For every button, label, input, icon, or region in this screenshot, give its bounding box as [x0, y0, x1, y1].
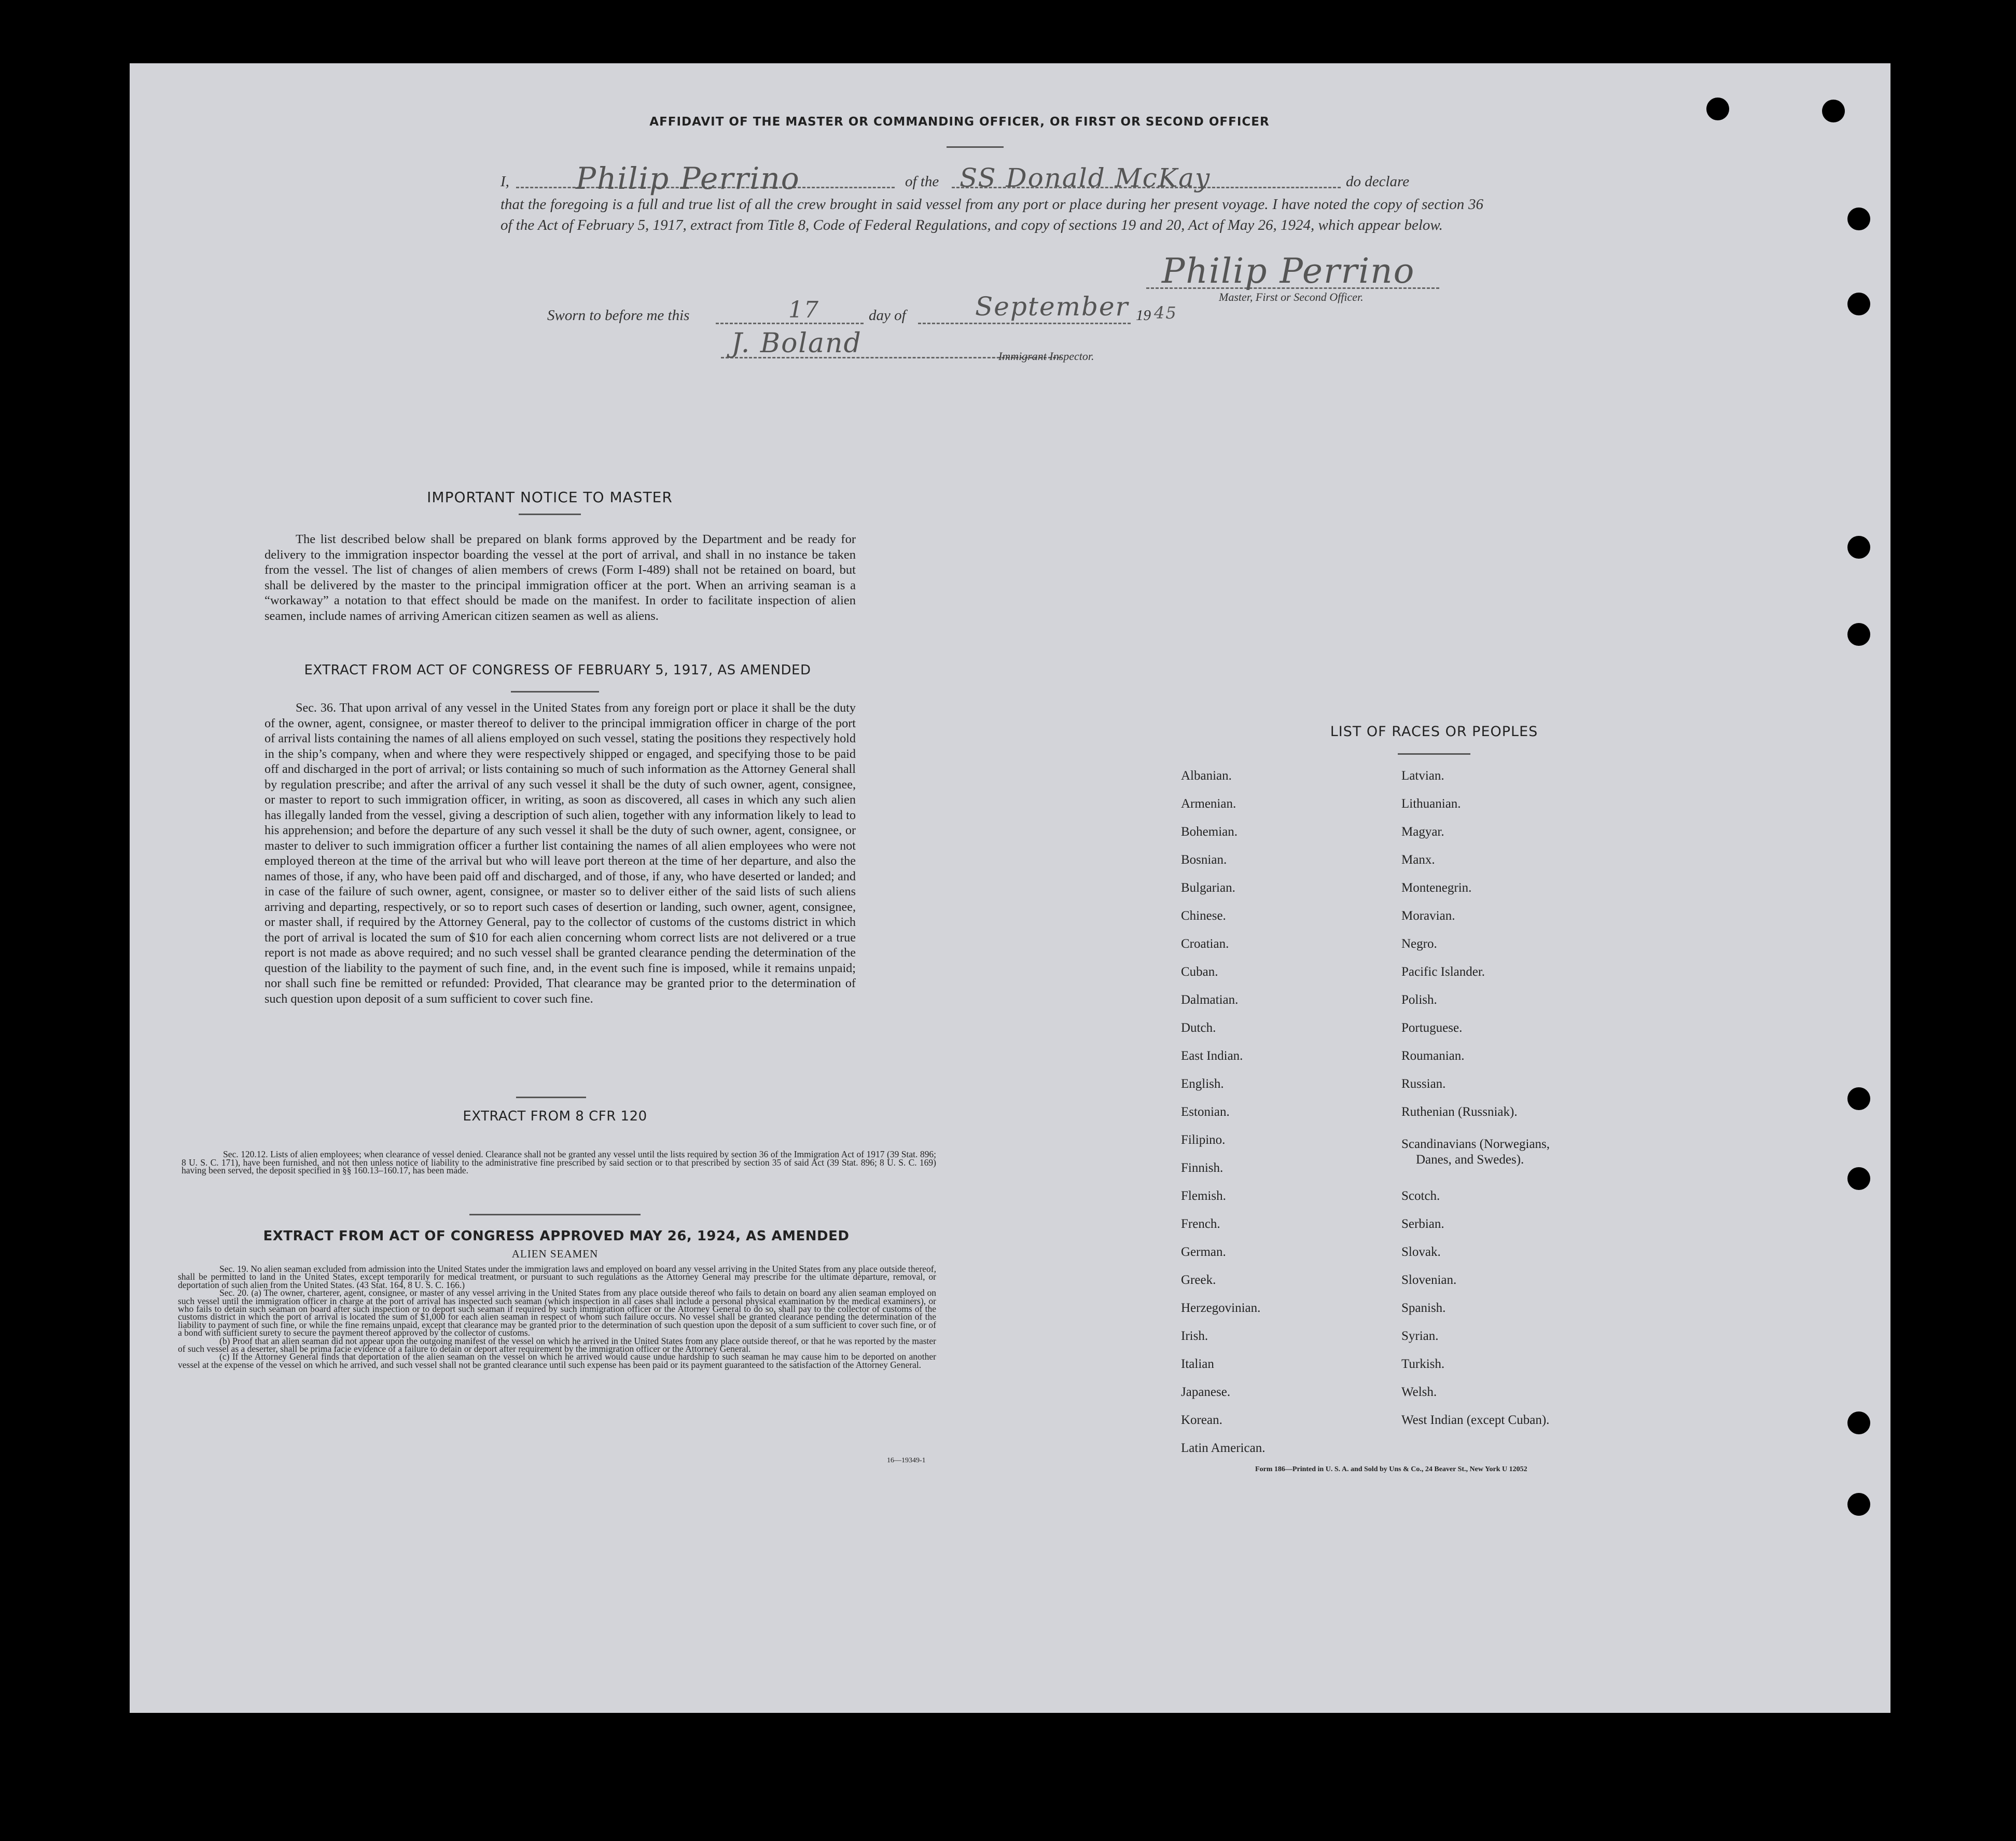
sec-20b-text: (b) Proof that an alien seaman did not appear upon the outgoing manifest of the vessel on which he arrived in the United States from any place outside thereof, or that he was reported by the master of such vessel as a deserter, shall be prima facie evidence of a failure to detain or deport after requirement by the immigration officer or the Attorney General. [178, 1335, 936, 1354]
master-signature-label: Master, First or Second Officer. [1219, 290, 1364, 303]
race-item: Latin American. [1181, 1441, 1266, 1455]
extract-1924-title: EXTRACT FROM ACT OF CONGRESS APPROVED MAY 26, 1924, AS AMENDED [263, 1228, 850, 1244]
race-item: Cuban. [1181, 965, 1218, 979]
binder-hole [1847, 623, 1870, 646]
race-item: Greek. [1181, 1273, 1216, 1287]
cfr-top-divider [516, 1097, 586, 1098]
race-item: Pacific Islander. [1401, 965, 1485, 979]
declaration-body: that the foregoing is a full and true list of all the crew brought in said vessel from any port or place during her present voyage. I have noted the copy of section 36 of the Act of February 5, 1917, extract from Title 8, Code of Federal Regulations, and copy of sections 19 and 20, Act of May 26, 1924, which appear below. [500, 196, 1483, 233]
affidavit-title: AFFIDAVIT OF THE MASTER OR COMMANDING OFFICER, OR FIRST OR SECOND OFFICER [649, 115, 1270, 129]
inspector-label: Immigrant Inspector. [998, 350, 1094, 363]
handwritten-day: 17 [788, 297, 819, 323]
form-code: 16—19349-1 [887, 1457, 926, 1464]
race-item: Latvian. [1401, 769, 1444, 783]
race-item: East Indian. [1181, 1049, 1243, 1063]
race-item: Estonian. [1181, 1105, 1230, 1119]
sec-19-text: Sec. 19. No alien seaman excluded from admission into the United States under the immigration laws and employed on board any vessel arriving in the United States from any place outside thereof, shall be permitted to land in the United States, except temporarily for medical treatment, or pursuant to such regulations as the Attorney General may prescribe for the ultimate departure, removal, or deportation of such alien from the United States. (43 Stat. 164, 8 U. S. C. 166.) [178, 1264, 936, 1290]
inspector-signature: J. Boland [731, 328, 862, 359]
sec-20a-text: Sec. 20. (a) The owner, charterer, agent, consignee, or master of any vessel arriving in the United States from any place outside thereof who fails to detain on board any alien seaman employed on such vessel until the immigration officer in charge at the port of arrival has inspected such seaman (which inspection in all cases shall include a personal physical examination by the medical examiners), or who fails to detain such seaman on board after such inspection or to deport such seaman if required by such immigration officer or the Attorney General to do so, shall pay to the collector of customs of the customs district in which the port of arrival is located the sum of $1,000 for each alien seaman in respect of whom such failure occurs. No vessel shall be granted clearance pending the determination of the liability to payment of such fine, or while the fine remains unpaid, except that clearance may be granted prior to the determination of such question upon the deposit of a sum sufficient to cover such fine, or of a bond with sufficient surety to secure the payment thereof approved by the collector of customs. [178, 1288, 936, 1338]
race-item: Ruthenian (Russniak). [1401, 1105, 1518, 1119]
races-divider [1398, 753, 1470, 755]
race-item: Korean. [1181, 1413, 1222, 1427]
race-item: Montenegrin. [1401, 881, 1472, 895]
race-item: Bohemian. [1181, 825, 1238, 839]
cfr-title: EXTRACT FROM 8 CFR 120 [463, 1109, 647, 1124]
extract-1917-title: EXTRACT FROM ACT OF CONGRESS OF FEBRUARY 5, 1917, AS AMENDED [304, 662, 811, 678]
race-item: Herzegovinian. [1181, 1301, 1261, 1315]
cfr-bottom-divider [469, 1214, 641, 1215]
form-page [130, 63, 1890, 1713]
notice-text: The list described below shall be prepared on blank forms approved by the Department and be ready for delivery to the immigration inspector boarding the vessel at the port of arrival, and shall in no instance be taken from the vessel. The list of changes of alien members of crews (Form I-489) shall not be retained on board, but shall be delivered by the master to the principal immigration officer at the port. When an arriving seaman is a “workaway” a notation to that effect should be made on the manifest. In order to facilitate inspection of alien seamen, include names of arriving American citizen seamen as well as aliens. [265, 532, 856, 623]
race-item: Slovenian. [1401, 1273, 1457, 1287]
sworn-year-prefix: 19 [1136, 307, 1151, 324]
handwritten-year: 45 [1154, 303, 1177, 323]
master-signature: Philip Perrino [1162, 251, 1415, 291]
race-item: English. [1181, 1077, 1224, 1091]
race-item: Polish. [1401, 993, 1437, 1007]
race-item: Moravian. [1401, 909, 1455, 923]
race-item: Scotch. [1401, 1189, 1440, 1203]
binder-hole [1847, 536, 1870, 559]
sworn-day-label: day of [869, 307, 906, 324]
printer-imprint: Form 186—Printed in U. S. A. and Sold by Uns & Co., 24 Beaver St., New York U 12052 [1255, 1465, 1527, 1473]
race-item: Welsh. [1401, 1385, 1437, 1399]
extract-1924-body [178, 1265, 936, 1369]
race-item: Finnish. [1181, 1161, 1223, 1175]
cfr-text: Sec. 120.12. Lists of alien employees; when clearance of vessel denied. Clearance shall not be granted any vessel until the lists required by section 36 of the Immigration Act of 1917 (39 Stat. 896; 8 U. S. C. 171), have been furnished, and not then unless notice of liability to the administrative fine prescribed by said section or to that prescribed by section 35 of said Act (39 Stat. 896; 8 U. S. C. 169) having been served, the deposit specified in §§ 160.13–160.17, has been made. [182, 1149, 936, 1175]
binder-hole [1847, 293, 1870, 315]
handwritten-month: September [975, 292, 1129, 322]
extract-1924-subtitle: ALIEN SEAMEN [511, 1248, 599, 1260]
race-item: Dalmatian. [1181, 993, 1239, 1007]
race-item: Turkish. [1401, 1357, 1445, 1371]
title-divider [947, 146, 1004, 148]
race-item: Italian [1181, 1357, 1214, 1371]
handwritten-vessel: SS Donald McKay [960, 163, 1211, 193]
race-item: Slovak. [1401, 1245, 1441, 1259]
race-item: Bulgarian. [1181, 881, 1235, 895]
race-item: Albanian. [1181, 769, 1232, 783]
race-item: West Indian (except Cuban). [1401, 1413, 1550, 1427]
race-item: Roumanian. [1401, 1049, 1465, 1063]
race-item: Bosnian. [1181, 853, 1227, 867]
race-item: Syrian. [1401, 1329, 1439, 1343]
binder-hole [1847, 1493, 1870, 1516]
race-item: Scandinavians (Norwegians, [1401, 1137, 1550, 1151]
notice-divider [519, 514, 581, 515]
binder-hole [1847, 1087, 1870, 1110]
race-item: Chinese. [1181, 909, 1226, 923]
sec-20c-text: (c) If the Attorney General finds that deportation of the alien seaman on the vessel on which he arrived would cause undue hardship to such seaman he may cause him to be deported on another vessel at the expense of the vessel on which he arrived, and such vessel shall not be granted clearance until such expense has been paid or its payment guaranteed to the satisfaction of the Attorney General. [178, 1351, 936, 1370]
race-item: Lithuanian. [1401, 797, 1461, 811]
race-item: Manx. [1401, 853, 1435, 867]
race-item: French. [1181, 1217, 1220, 1231]
race-item: Armenian. [1181, 797, 1236, 811]
binder-hole [1822, 100, 1845, 122]
binder-hole [1847, 1167, 1870, 1190]
declaration-suffix: do declare [1346, 173, 1410, 190]
declaration-prefix: I, [500, 173, 509, 190]
sworn-prefix: Sworn to before me this [547, 307, 690, 324]
binder-hole [1706, 98, 1729, 120]
month-line [918, 323, 1131, 324]
race-item: Dutch. [1181, 1021, 1216, 1035]
race-item: Croatian. [1181, 937, 1229, 951]
handwritten-name: Philip Perrino [576, 161, 800, 196]
binder-hole [1847, 1411, 1870, 1434]
race-item: German. [1181, 1245, 1226, 1259]
race-item: Russian. [1401, 1077, 1446, 1091]
race-item: Danes, and Swedes). [1416, 1153, 1524, 1167]
race-item: Irish. [1181, 1329, 1208, 1343]
race-item: Magyar. [1401, 825, 1444, 839]
extract-1917-divider [511, 691, 599, 693]
binder-hole [1847, 207, 1870, 230]
race-item: Filipino. [1181, 1133, 1226, 1147]
race-item: Serbian. [1401, 1217, 1444, 1231]
race-item: Japanese. [1181, 1385, 1231, 1399]
races-title: LIST OF RACES OR PEOPLES [1330, 724, 1538, 740]
race-item: Portuguese. [1401, 1021, 1463, 1035]
race-item: Flemish. [1181, 1189, 1226, 1203]
notice-title: IMPORTANT NOTICE TO MASTER [427, 489, 673, 506]
extract-1917-text: Sec. 36. That upon arrival of any vessel in the United States from any foreign port or place it shall be the duty of the owner, agent, consignee, or master thereof to deliver to the principal immigration officer in charge of the port of arrival lists containing the names of all aliens employed on such vessel, stating the positions they respectively hold in the ship’s company, when and where they were respectively shipped or engaged, and specifying those to be paid off and discharged in the port of arrival; or lists containing so much of such information as the Attorney General shall by regulation prescribe; and after the arrival of any such vessel it shall be the duty of such owner, agent, consignee, or master to report to such immigration officer, in writing, as soon as discovered, all cases in which any such alien has illegally landed from the vessel, giving a description of such alien, together with any information likely to lead to his apprehension; and before the departure of any such vessel it shall be the duty of such owner, agent, consignee, or master to deliver to such immigration officer a further list containing the names of all alien employees who were not employed thereon at the time of the arrival but who will leave port thereon at the time of her departure, and also the names of those, if any, who have been paid off and discharged, and of those, if any, who have deserted or landed; and in case of the failure of such owner, agent, consignee, or master so to deliver either of the said lists of such aliens arriving and departing, respectively, or so to report such cases of desertion or landing, such owner, agent, consignee, or master shall, if required by the Attorney General, pay to the collector of customs of the customs district in which the port of arrival is located the sum of $10 for each alien concerning whom correct lists are not delivered or a true report is not made as above required; and no such vessel shall be granted clearance pending the determination of the question of the liability to the payment of such fine, and, in the event such fine is imposed, while it remains unpaid; nor shall such fine be remitted or refunded: Provided, That clearance may be granted prior to the determination of such question upon deposit of a sum sufficient to cover such fine. [265, 701, 856, 1006]
race-item: Negro. [1401, 937, 1437, 951]
race-item: Spanish. [1401, 1301, 1446, 1315]
declaration-mid: of the [905, 173, 939, 190]
